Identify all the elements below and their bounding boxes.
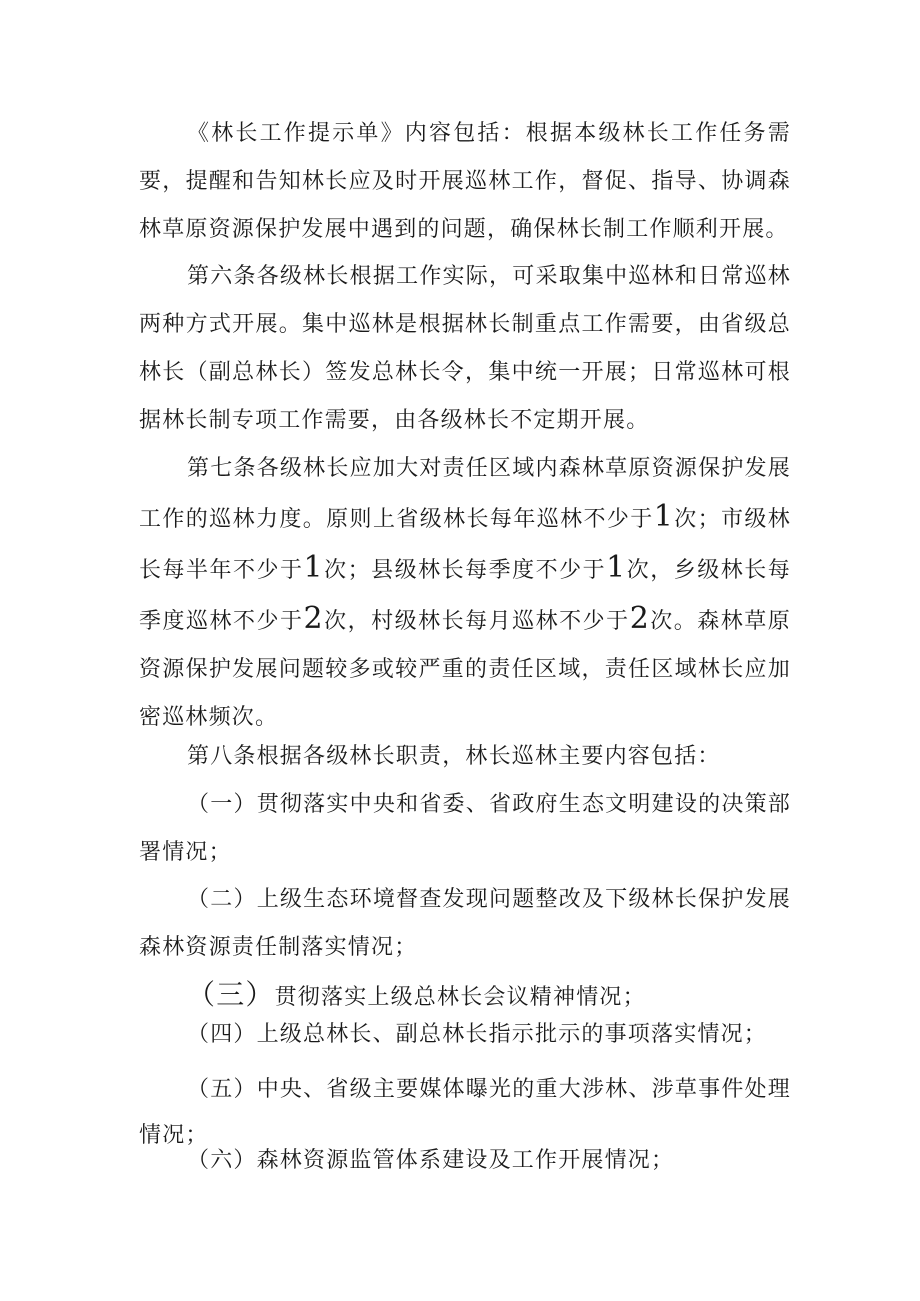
frequency-number: 1 <box>606 550 627 585</box>
frequency-number: 2 <box>629 601 650 636</box>
list-item-6: （六）森林资源监管体系建设及工作开展情况； <box>187 1148 675 1173</box>
paragraph-work-reminder: 《林长工作提示单》内容包括：根据本级林长工作任务需要，提醒和告知林长应及时开展巡林工作，督促、指导、协调森林草原资源保护发展中遇到的问题，确保林长制工作顺利开展。 <box>139 121 791 242</box>
paragraph-article-7: 第七条各级林长应加大对责任区域内森林草原资源保护发展工作的巡林力度。原则上省级林长每年巡林不少于1次；市级林长每半年不少于1次；县级林长每季度不少于1次，乡级林长每季度巡林不少于2次，村级林长每月巡林不少于2次。森林草原资源保护发展问题较多或较严重的责任区域，责任区域林长应加密巡林频次。 <box>139 456 792 730</box>
paragraph-article-8: 第八条根据各级林长职责，林长巡林主要内容包括： <box>187 744 721 769</box>
list-item-2: （二）上级生态环境督查发现问题整改及下级林长保护发展森林资源责任制落实情况； <box>139 887 791 960</box>
paragraph-article-6: 第六条各级林长根据工作实际，可采取集中巡林和日常巡林两种方式开展。集中巡林是根据林长制重点工作需要，由省级总林长（副总林长）签发总林长令，集中统一开展；日常巡林可根据林长制专项工作需要，由各级林长不定期开展。 <box>139 264 791 433</box>
list-marker: （三） <box>187 978 275 1011</box>
frequency-number: 2 <box>303 601 324 636</box>
list-item-1: （一）贯彻落实中央和省委、省政府生态文明建设的决策部署情况； <box>139 792 791 865</box>
list-item-5: （五）中央、省级主要媒体曝光的重大涉林、涉草事件处理情况； <box>139 1077 791 1148</box>
frequency-number: 1 <box>653 499 675 534</box>
list-item-3: （三）贯彻落实上级总林长会议精神情况； <box>187 978 646 1011</box>
frequency-number: 1 <box>303 550 324 585</box>
list-item-4: （四）上级总林长、副总林长指示批示的事项落实情况； <box>187 1022 768 1047</box>
